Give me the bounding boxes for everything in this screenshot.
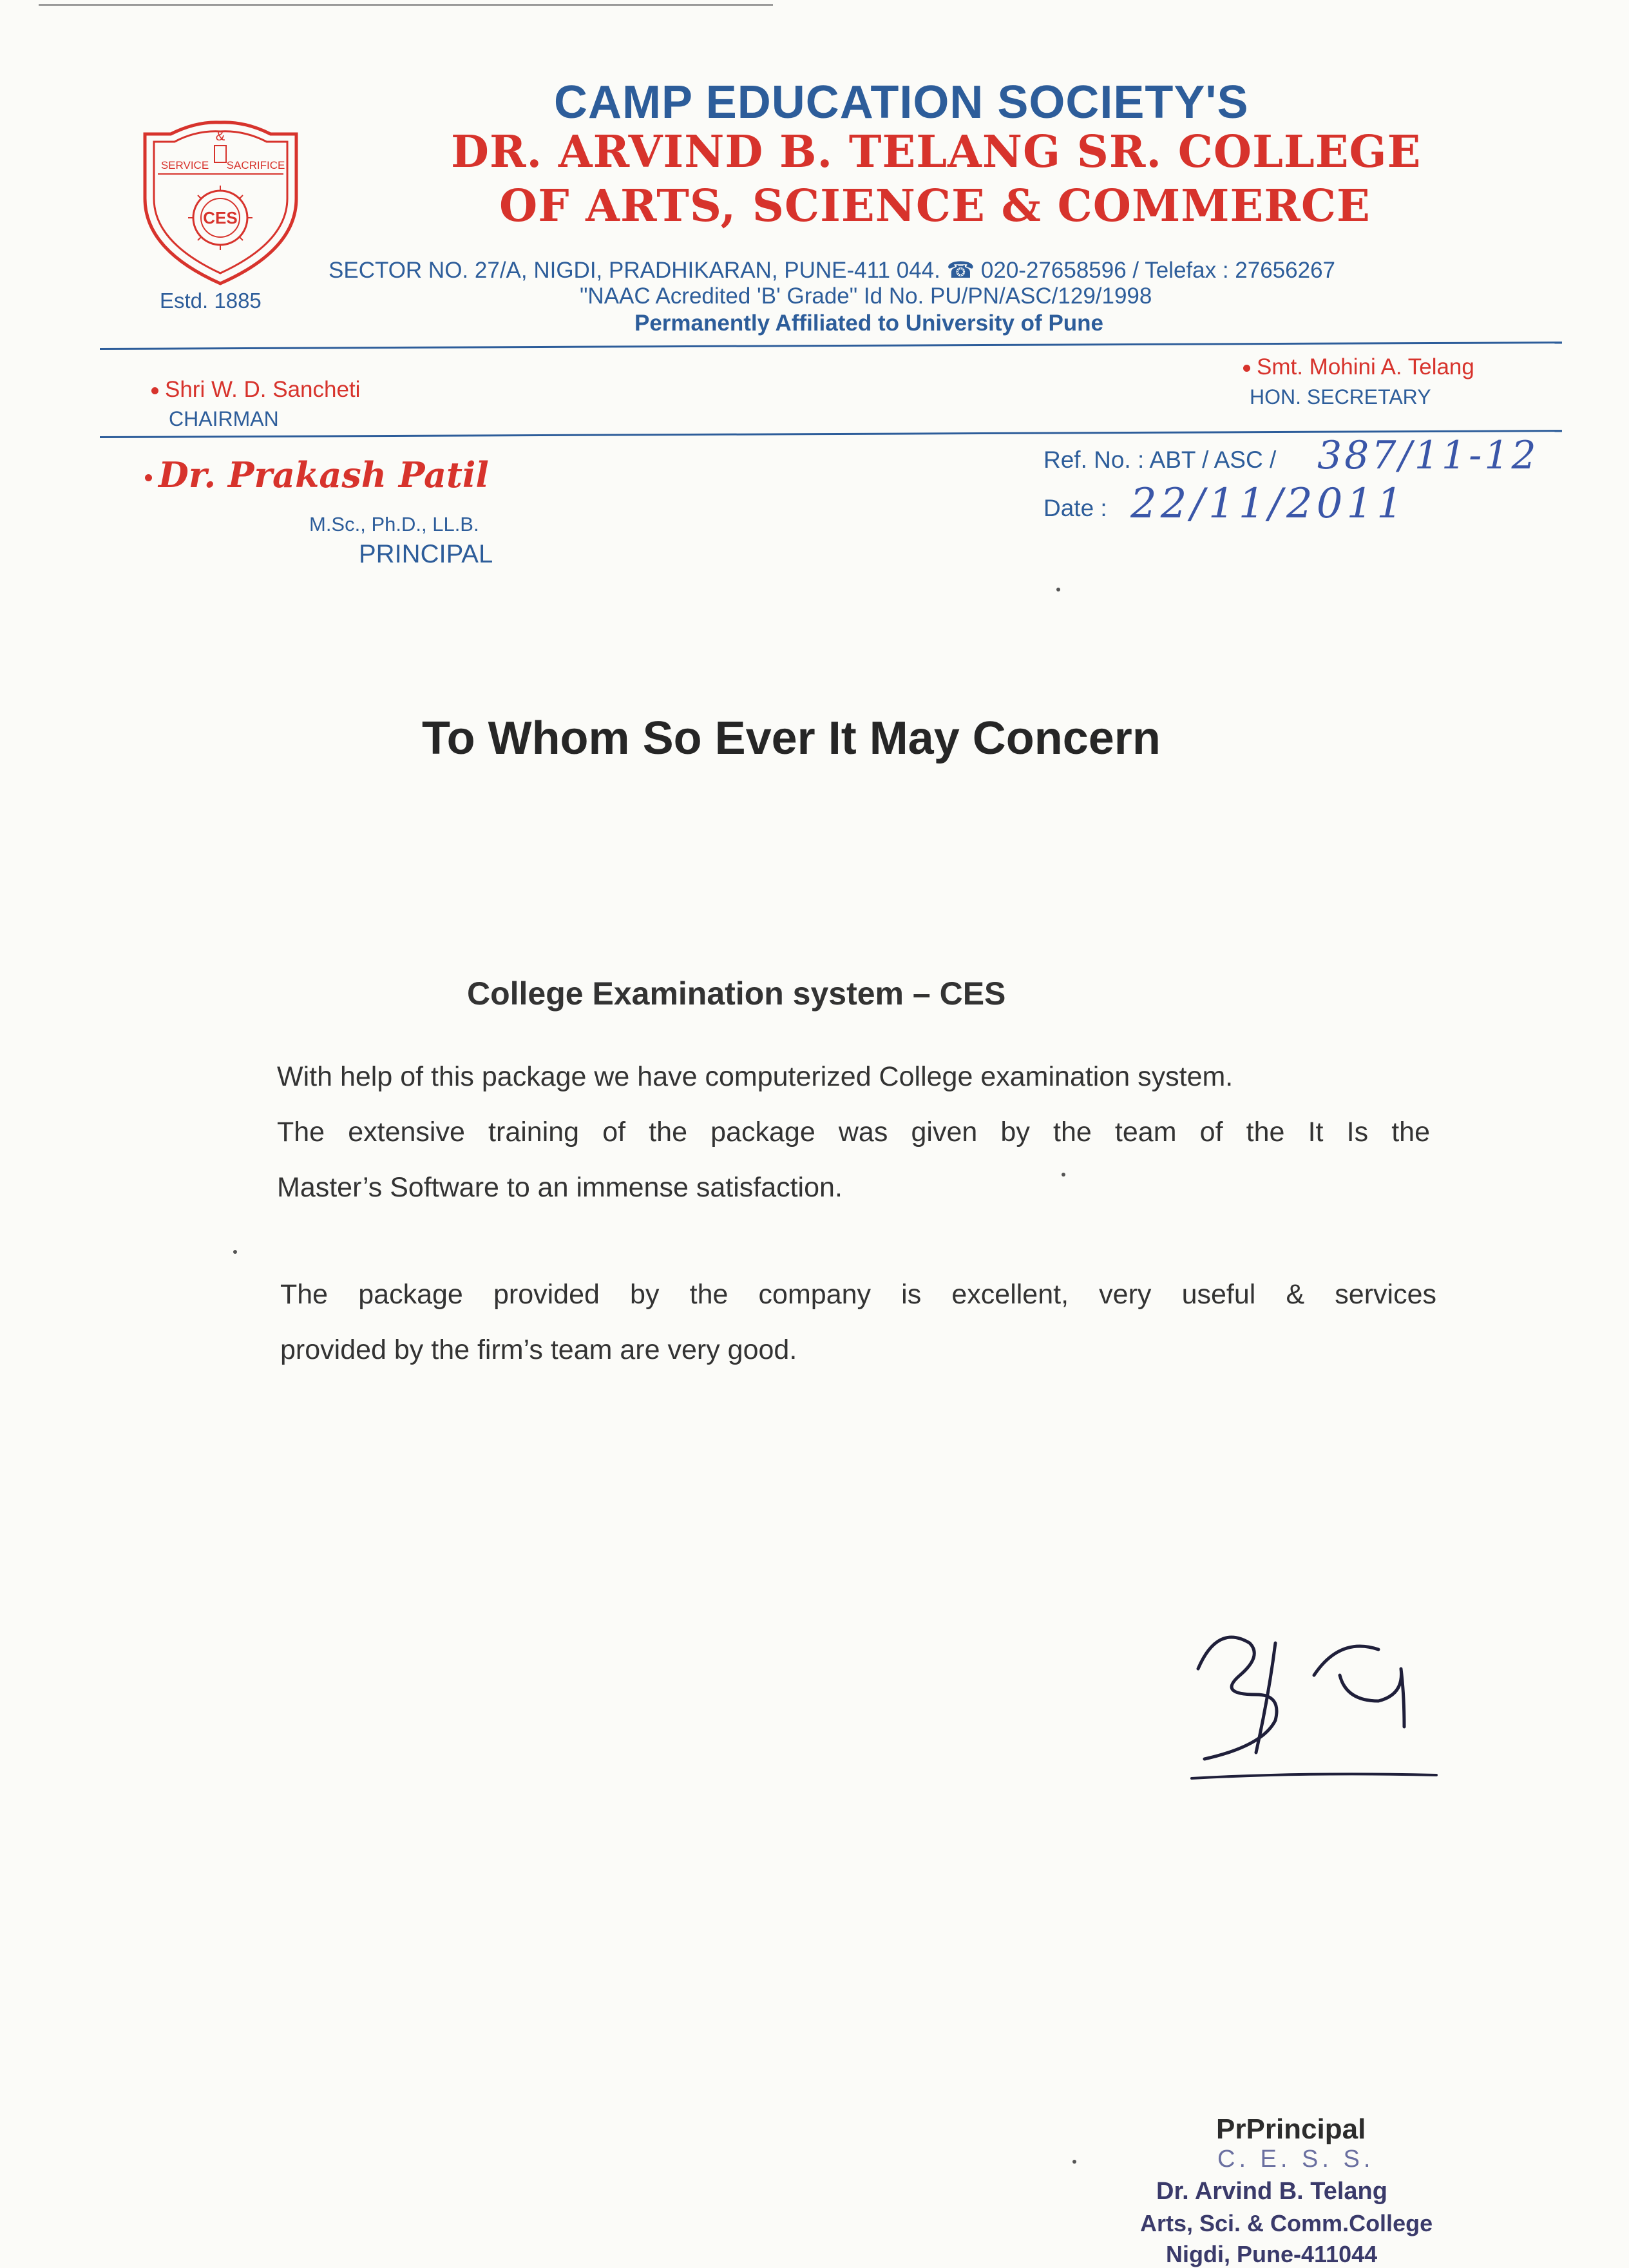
bullet-icon [1243, 365, 1250, 372]
stamp-line-1: PrPrincipal [1216, 2113, 1366, 2145]
society-name: CAMP EDUCATION SOCIETY'S [554, 77, 1249, 128]
stamp-line-2: C. E. S. S. [1217, 2146, 1375, 2173]
college-crest-logo [132, 115, 309, 289]
letter-date: 22/11/2011 [1130, 480, 1407, 528]
bullet-icon [151, 387, 158, 394]
paragraph-line: Master’s Software to an immense satisfaction. [277, 1172, 843, 1203]
chairman-name-line [151, 377, 360, 403]
stamp-line-4: Arts, Sci. & Comm.College [1140, 2210, 1433, 2236]
college-phone: 020-27658596 / Telefax : 27656267 [980, 258, 1336, 283]
naac-accreditation: "NAAC Acredited 'B' Grade" Id No. PU/PN/ASC/129/1998 [580, 284, 1152, 309]
paragraph-line: With help of this package we have computerized College examination system. [277, 1061, 1234, 1092]
principal-name: Dr. Prakash Patil [158, 454, 489, 495]
secretary-title: HON. SECRETARY [1250, 385, 1431, 408]
letter-subject: College Examination system – CES [467, 975, 1006, 1012]
paragraph-line: The extensive training of the package was given by the team of the It Is the [277, 1117, 1430, 1148]
paragraph-line: The package provided by the company is excellent, very useful & services [280, 1279, 1436, 1310]
paragraph-1 [277, 1049, 1430, 1215]
telephone-icon: ☎ [946, 258, 975, 283]
bullet-icon [145, 474, 152, 481]
university-affiliation: Permanently Affiliated to University of Pune [634, 311, 1104, 336]
college-address-line [329, 258, 1335, 284]
principal-degrees: M.Sc., Ph.D., LL.B. [309, 513, 479, 535]
college-name-line2: OF ARTS, SCIENCE & COMMERCE [499, 180, 1371, 232]
stamp-line-3: Dr. Arvind B. Telang [1156, 2178, 1387, 2205]
crest-left-text: SERVICE [160, 159, 209, 171]
crest-top-symbol: & [215, 128, 225, 144]
header-divider-top [100, 341, 1562, 350]
principal-name-line [145, 454, 489, 495]
secretary-name: Smt. Mohini A. Telang [1257, 354, 1474, 380]
crest-right-text: SACRIFICE [226, 159, 285, 171]
college-name-line1: DR. ARVIND B. TELANG SR. COLLEGE [451, 126, 1422, 178]
scan-top-edge [39, 4, 773, 6]
principal-title: PRINCIPAL [359, 540, 493, 568]
date-label: Date : [1043, 495, 1107, 521]
principal-signature [1179, 1598, 1449, 1811]
chairman-title: CHAIRMAN [169, 407, 279, 430]
paragraph-line: provided by the firm’s team are very good. [280, 1334, 797, 1365]
letter-heading: To Whom So Ever It May Concern [422, 713, 1161, 764]
stamp-line-5: Nigdi, Pune-411044 [1166, 2241, 1378, 2267]
reference-number: 387/11-12 [1317, 433, 1539, 478]
crest-center-text: CES [203, 208, 238, 227]
chairman-name: Shri W. D. Sancheti [165, 377, 361, 402]
reference-label: Ref. No. : ABT / ASC / [1043, 447, 1277, 473]
paragraph-2 [280, 1267, 1436, 1378]
college-address: SECTOR NO. 27/A, NIGDI, PRADHIKARAN, PUNE-411 044. [329, 258, 940, 283]
secretary-name-line [1243, 354, 1474, 380]
established-year: Estd. 1885 [160, 289, 262, 312]
